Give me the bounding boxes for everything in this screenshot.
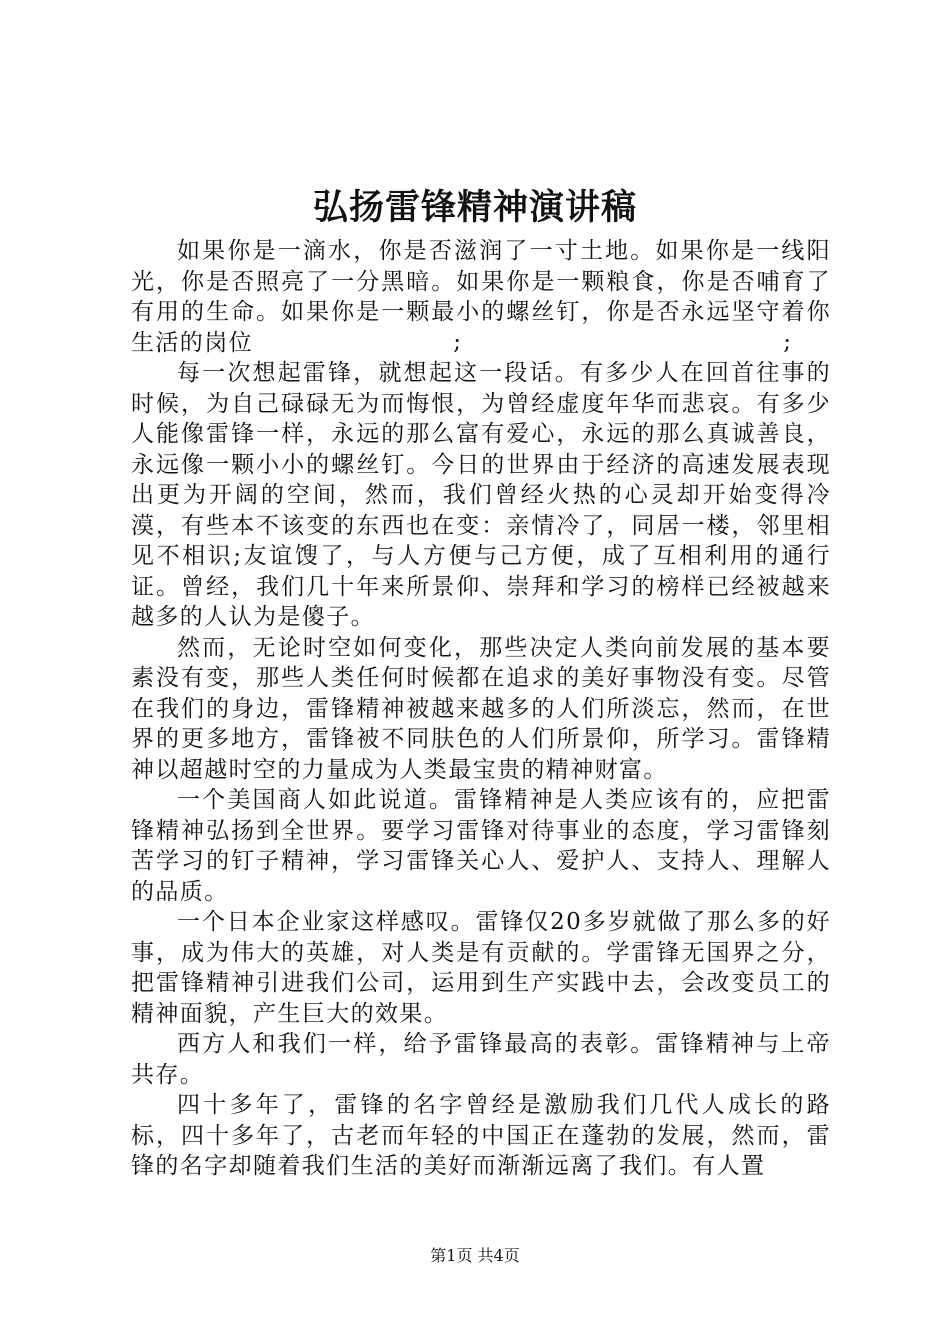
paragraph-4: 一个美国商人如此说道。雷锋精神是人类应该有的，应把雷锋精神弘扬到全世界。要学习雷锋对待事业的态度，学习雷锋刻苦学习的钉子精神，学习雷锋关心人、爱护人、支持人、理解人的品质。 — [131, 787, 831, 905]
paragraph-6: 西方人和我们一样，给予雷锋最高的表彰。雷锋精神与上帝共存。 — [131, 1031, 831, 1088]
page-footer: 第1页 共4页 — [430, 1246, 520, 1265]
paragraph-2: 每一次想起雷锋，就想起这一段话。有多少人在回首往事的时候，为自己碌碌无为而悔恨，为曾经虚度年华而悲哀。有多少人能像雷锋一样，永远的那么富有爱心，永远的那么真诚善良，永远像一颗小小的螺丝钉。今日的世界由于经济的高速发展表现出更为开阔的空间，然而，我们曾经火热的心灵却开始变得冷漠，有些本不该变的东西也在变：亲情冷了，同居一楼，邻里相见不相识;友谊馊了，与人方便与己方便，成了互相利用的通行证。曾经，我们几十年来所景仰、崇拜和学习的榜样已经被越来越多的人认为是傻子。 — [131, 360, 831, 630]
paragraph-7: 四十多年了，雷锋的名字曾经是激励我们几代人成长的路标，四十多年了，古老而年轻的中国正在蓬勃的发展，然而，雷锋的名字却随着我们生活的美好而渐渐远离了我们。有人置 — [131, 1092, 831, 1179]
paragraph-1: 如果你是一滴水，你是否滋润了一寸土地。如果你是一线阳光，你是否照亮了一分黑暗。如果你是一颗粮食，你是否哺育了有用的生命。如果你是一颗最小的螺丝钉，你是否永远坚守着你生活的岗位 — [131, 238, 831, 356]
paragraph-3: 然而，无论时空如何变化，那些决定人类向前发展的基本要素没有变，那些人类任何时候都在追求的美好事物没有变。尽管在我们的身边，雷锋精神被越来越多的人们所淡忘，然而，在世界的更多地方，雷锋被不同肤色的人们所景仰，所学习。雷锋精神以超越时空的力量成为人类最宝贵的精神财富。 — [131, 634, 831, 783]
page-title: 弘扬雷锋精神演讲稿 — [312, 187, 637, 228]
document-body: 如果你是一滴水，你是否滋润了一寸土地。如果你是一线阳光，你是否照亮了一分黑暗。如果你是一颗粮食，你是否哺育了有用的生命。如果你是一颗最小的螺丝钉，你是否永远坚守着你生活的岗位 ; ; 每一次想起雷锋，就想起这一段话。有多少人在回首往事的时候，为自己碌碌无为而悔恨，为曾经虚度年华而悲哀。有多少人能像雷锋一样，永远的那么富有爱心，永远的那么真诚善良，永远像一颗小小的螺丝钉。今日的世界由于经济的高速发展表现出更为开阔的空间，然而，我们曾经火热的心灵却开始变得冷漠，有些本不该变的东西也在变：亲情冷了，同居一楼，邻里相见不相识;友谊馊了，与人方便与己方便，成了互相利用的通行证。曾经，我们几十年来所景仰、崇拜和学习的榜样已经被越来越多的人认为是傻子。 然而，无论时空如何变化，那些决定人类向前发展的基本要素没有变，那些人类任何时候都在追求的美好事物没有变。尽管在我们的身边，雷锋精神被越来越多的人们所淡忘，然而，在世界的更多地方，雷锋被不同肤色的人们所景仰，所学习。雷锋精神以超越时空的力量成为人类最宝贵的精神财富。 一个美国商人如此说道。雷锋精神是人类应该有的，应把雷锋精神弘扬到全世界。要学习雷锋对待事业的态度，学习雷锋刻苦学习的钉子精神，学习雷锋关心人、爱护人、支持人、理解人的品质。 一个日本企业家这样感叹。雷锋仅20多岁就做了那么多的好事，成为伟大的英雄，对人类是有贡献的。学雷锋无国界之分，把雷锋精神引进我们公司，运用到生产实践中去，会改变员工的精神面貌，产生巨大的效果。 西方人和我们一样，给予雷锋最高的表彰。雷锋精神与上帝共存。 四十多年了，雷锋的名字曾经是激励我们几代人成长的路标，四十多年了，古老而年轻的中国正在蓬勃的发展，然而，雷锋的名字却随着我们生活的美好而渐渐远离了我们。有人置 — [131, 236, 831, 1182]
paragraph-5: 一个日本企业家这样感叹。雷锋仅20多岁就做了那么多的好事，成为伟大的英雄，对人类是有贡献的。学雷锋无国界之分，把雷锋精神引进我们公司，运用到生产实践中去，会改变员工的精神面貌，产生巨大的效果。 — [131, 909, 831, 1027]
